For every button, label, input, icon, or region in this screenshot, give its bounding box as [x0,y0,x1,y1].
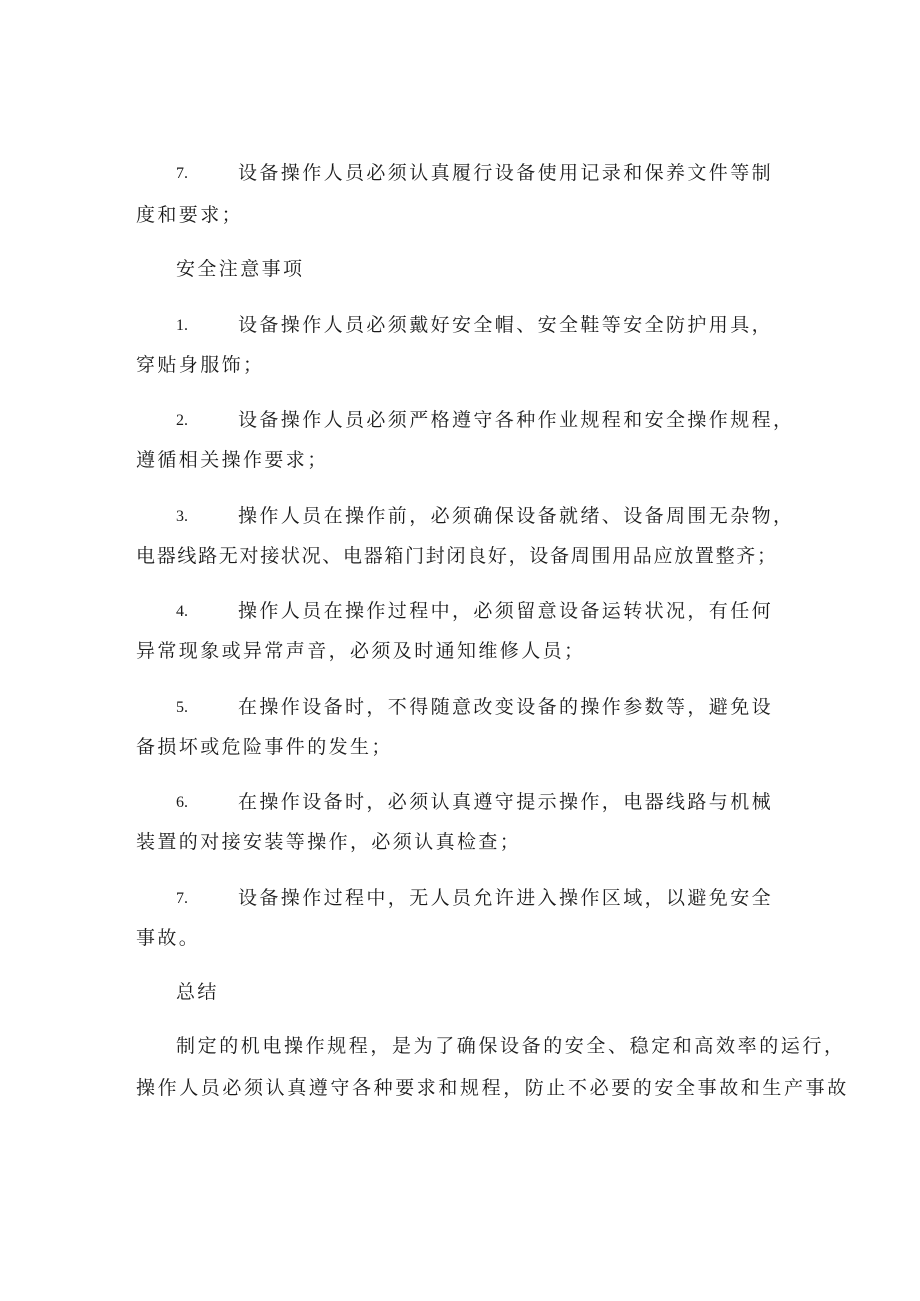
summary-paragraph-line: 制定的机电操作规程，是为了确保设备的安全、稳定和高效率的运行， [176,1035,846,1057]
section-heading-summary: 总结 [176,981,219,1003]
list-item-text: 操作人员在操作过程中，必须留意设备运转状况，有任何 [238,600,774,622]
list-item-number: 5. [176,699,188,716]
list-item-number: 2. [176,412,188,429]
list-item-text-continued: 事故。 [136,927,201,949]
list-item-number: 1. [176,317,188,334]
list-item-text-continued: 电器线路无对接状况、电器箱门封闭良好，设备周围用品应放置整齐； [136,545,778,567]
list-item-text-continued: 装置的对接安装等操作，必须认真检查； [136,831,522,853]
list-item-text-continued: 穿贴身服饰； [136,354,265,376]
list-item-text-continued: 度和要求； [136,204,244,226]
list-item-text: 设备操作人员必须认真履行设备使用记录和保养文件等制 [238,162,774,184]
list-item-text: 在操作设备时，不得随意改变设备的操作参数等，避免设 [238,696,774,718]
list-item-text: 设备操作人员必须戴好安全帽、安全鞋等安全防护用具， [238,314,774,336]
summary-paragraph-line: 操作人员必须认真遵守各种要求和规程，防止不必要的安全事故和生产事故 [136,1077,849,1099]
list-item-number: 4. [176,603,188,620]
list-item-number: 6. [176,794,188,811]
list-item-text: 在操作设备时，必须认真遵守提示操作，电器线路与机械 [238,791,774,813]
list-item-text: 设备操作过程中，无人员允许进入操作区域，以避免安全 [238,887,774,909]
list-item-text-continued: 遵循相关操作要求； [136,449,329,471]
list-item-number: 7. [176,165,188,182]
list-item-text-continued: 异常现象或异常声音，必须及时通知维修人员； [136,640,586,662]
list-item-number: 7. [176,890,188,907]
list-item-text: 操作人员在操作前，必须确保设备就绪、设备周围无杂物， [238,505,795,527]
section-heading-safety: 安全注意事项 [176,258,305,280]
list-item-text: 设备操作人员必须严格遵守各种作业规程和安全操作规程， [238,409,795,431]
list-item-text-continued: 备损坏或危险事件的发生； [136,736,393,758]
list-item-number: 3. [176,508,188,525]
